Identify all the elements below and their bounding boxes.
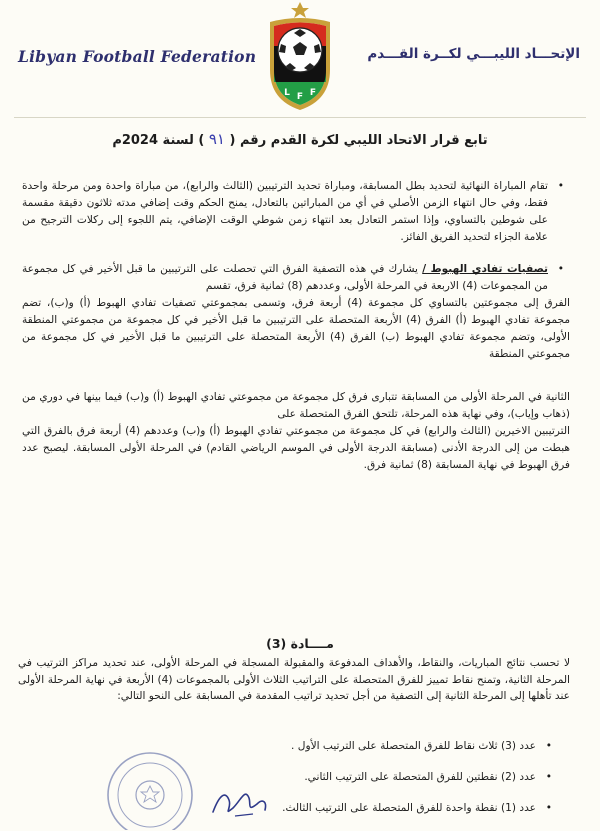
document-body	[22, 178, 570, 474]
signature	[205, 778, 275, 823]
point-third: عدد (1) نقطة واحدة للفرق المتحصلة على الترتيب الثالث.	[282, 802, 536, 814]
paragraph-relegation-playoffs	[22, 261, 570, 295]
logo-letter-f2: F	[309, 88, 317, 98]
decision-title	[0, 130, 600, 148]
federation-name-arabic: الإتحـــاد الليبـــي لكــرة القـــدم	[367, 46, 580, 62]
point-first: عدد (3) ثلاث نقاط للفرق المتحصلة على الترتيب الأول .	[291, 740, 536, 752]
bullet-icon: •	[545, 771, 552, 783]
paragraph-text: تقام المباراة النهائية لتحديد بطل المسابقة، ومباراة تحديد الترتيبين (الثالث والرابع)، من مباراة واحدة ومن مرحلة واحدة فقط، وفي حال انتهاء الزمن الأصلي في أي من المباراتين بالتعادل، يمنح الحكم وقت إضافي مدته ثلاثون دقيقة مقسمة على شوطين بالتساوي، وإذا استمر التعادل بعد انتهاء زمن شوطي الوقت الإضافي، يتم اللجوء إلى ركلات الترجيح من علامة الجزاء لتحديد الفريق الفائز.	[22, 180, 548, 243]
federation-name-english: Libyan Football Federation	[18, 47, 257, 66]
paragraph-final-match	[22, 178, 570, 246]
article-text: لا تحسب نتائج المباريات، والنقاط، والأهداف المدفوعة والمقبولة المسجلة في المرحلة الأولى، عند تحديد مراكز الترتيب في المرحلة الثانية، وتمنح نقاط تمييز للفرق المتحصلة على التراتيب الثلاث الأولى بالمجموعات (4) الأربعة في نهاية المرحلة الأولى عند تأهلها إلى المرحلة الثانية إلى التصفية من أجل تحديد تراتيب المقدمة في المسابقة على النحو التالي:	[18, 657, 570, 702]
bullet-icon: •	[557, 263, 564, 275]
relegation-label: تصفيات تفادي الهبوط /	[422, 263, 548, 275]
header-divider	[14, 117, 586, 118]
title-suffix: ) لسنة 2024م	[112, 133, 205, 148]
paragraph-text: يشارك في هذه التصفية الفرق التي تحصلت على الترتيبين ما قبل الأخير في كل مجموعة من المجموعات (4) الاربعة في المرحلة الأولى، وعددهم (8) ثمانية فرق، تقسم	[22, 263, 548, 292]
logo-letter-l: L	[284, 88, 290, 98]
bullet-icon: •	[557, 180, 564, 192]
point-second: عدد (2) نقطتين للفرق المتحصلة على الترتيب الثاني.	[304, 771, 536, 783]
decision-number: ٩١	[208, 130, 225, 148]
bullet-icon: •	[545, 802, 552, 814]
article-heading: مــــادة (3)	[266, 636, 334, 651]
paragraph-second-zone: الثانية في المرحلة الأولى من المسابقة تتبارى فرق كل مجموعة من مجموعتي تفادي الهبوط (أ) و(ب) فيما بينها في دوري من (ذهاب وإياب)، وفي نهاية هذه المرحلة، تلتحق الفرق المتحصلة على	[22, 391, 570, 420]
paragraph-last-ranks: الترتيبين الاخيرين (الثالث والرابع) في كل مجموعة من مجموعتي تفادي الهبوط (أ) و(ب) وعددهم (4) أربعة فرق بالفرق التي هبطت من إلى الدرجة الأدنى (مسابقة الدرجة الأولى في الموسم الرياضي القادم) في المرحلة الأولى المسابقة. ليصبح عدد فرق الهبوط في نهاية المسابقة (8) ثمانية فرق.	[22, 425, 570, 471]
logo-letter-f1: F	[296, 92, 304, 102]
paragraph-groups: الفرق إلى مجموعتين بالتساوي كل مجموعة (4) أربعة فرق، وتسمى بمجموعتي تصفيات تفادي الهبوط (أ) و(ب)، تضم مجموعة تفادي الهبوط (أ) الفرق (4) الأربعة المتحصلة على الترتيبين ما قبل الأخير في كل مجموعة من مجموعتي المنطقة الأولى، وتضم مجموعة تفادي الهبوط (ب) الفرق (4) الأربعة المتحصلة على الترتيبين ما قبل الأخير في كل مجموعة من مجموعتي المنطقة	[22, 297, 570, 360]
lff-logo	[258, 0, 342, 112]
title-prefix: تابع قرار الاتحاد الليبي لكرة القدم رقم (	[229, 133, 488, 148]
official-stamp	[95, 740, 205, 830]
bullet-icon: •	[545, 740, 552, 752]
